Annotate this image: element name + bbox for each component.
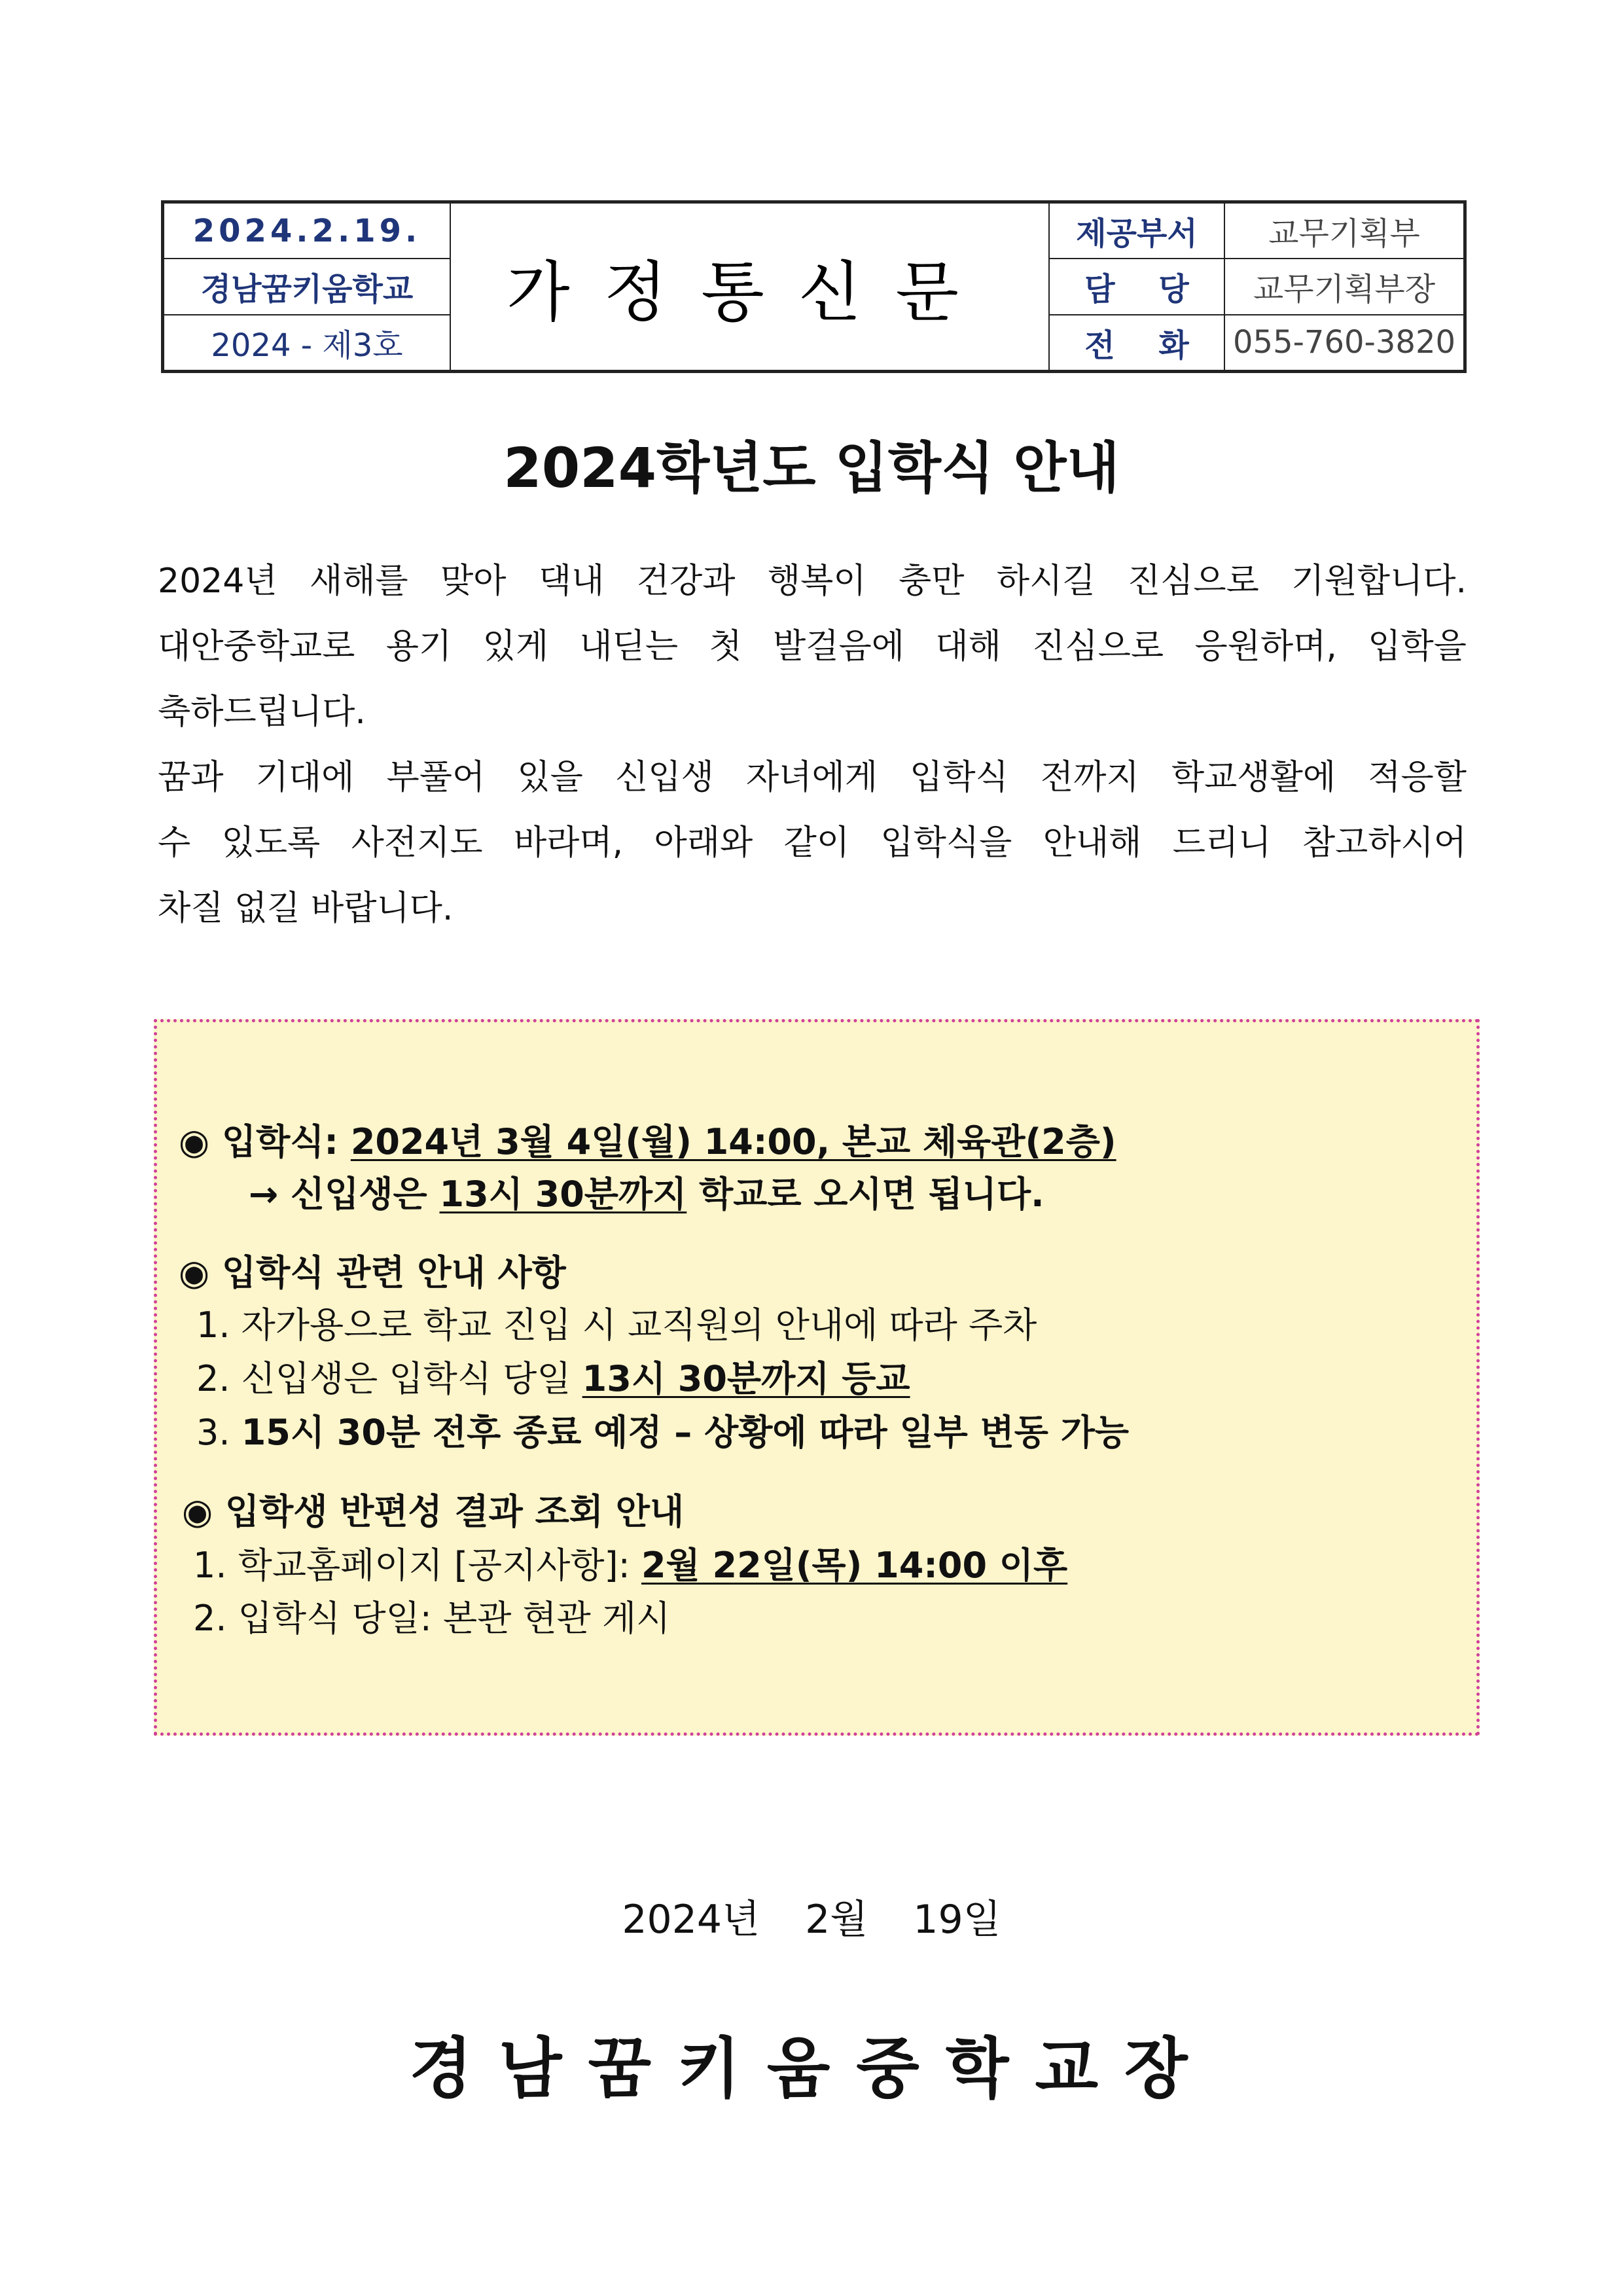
guide-item: [196, 1351, 910, 1401]
notice-box: [154, 1019, 1480, 1736]
guide-heading-text: 입학식 관련 안내 사항: [221, 1252, 566, 1293]
intro-line: 대안중학교로 용기 있게 내딛는 첫 발걸음에 대해 진심으로 응원하며, 입학을: [158, 627, 1467, 666]
header-table: [161, 200, 1467, 373]
bullet-icon: ◉: [179, 1121, 210, 1162]
arrival-line: [249, 1166, 1044, 1217]
class-item: 2. 입학식 당일: 본관 현관 게시: [193, 1598, 671, 1639]
ceremony-line: [179, 1114, 1116, 1164]
header-value-phone: 055-760-3820: [1224, 315, 1465, 372]
principal-signature: 경남꿈키움중학교장: [409, 2030, 1214, 2107]
class-item: [193, 1537, 1067, 1588]
issue-date: 2024년 2월 19일: [622, 1897, 1001, 1943]
header-label-phone: 전 화: [1049, 315, 1224, 372]
guide-item-text: 2. 신입생은 입학식 당일: [196, 1358, 582, 1399]
header-title: 가정통신문: [450, 202, 1049, 372]
bullet-icon: ◉: [179, 1252, 210, 1293]
guide-heading: [179, 1245, 566, 1295]
header-value-dept: 교무기획부: [1224, 202, 1465, 259]
arrival-time: 13시 30분까지: [439, 1174, 687, 1215]
guide-item: 1. 자가용으로 학교 진입 시 교직원의 안내에 따라 주차: [196, 1304, 1037, 1346]
class-heading: [182, 1484, 684, 1534]
ceremony-detail: 2024년 3월 4일(월) 14:00, 본교 체육관(2층): [350, 1121, 1116, 1162]
header-date: 2024.2.19.: [163, 202, 451, 259]
guide-item-number: 3.: [196, 1412, 241, 1453]
guide-item-time: 13시 30분까지 등교: [582, 1358, 910, 1399]
intro-line: 축하드립니다.: [158, 692, 366, 732]
guide-item-text: 15시 30분 전후 종료 예정 – 상황에 따라 일부 변동 가능: [241, 1412, 1130, 1453]
bullet-icon: ◉: [182, 1491, 213, 1532]
intro-line: 수 있도록 사전지도 바라며, 아래와 같이 입학식을 안내해 드리니 참고하시어: [158, 823, 1467, 863]
header-issue: 2024 - 제3호: [163, 315, 451, 372]
header-value-manager: 교무기획부장: [1224, 259, 1465, 314]
intro-line: 2024년 새해를 맞아 댁내 건강과 행복이 충만 하시길 진심으로 기원합니다.: [158, 562, 1467, 601]
arrival-suffix: 학교로 오시면 됩니다.: [687, 1174, 1044, 1215]
document-title: 2024학년도 입학식 안내: [503, 436, 1120, 500]
header-school: 경남꿈키움학교: [163, 259, 451, 314]
intro-line: 차질 없길 바랍니다.: [158, 889, 454, 928]
class-heading-text: 입학생 반편성 결과 조회 안내: [224, 1491, 685, 1532]
class-item-time: 2월 22일(목) 14:00 이후: [641, 1545, 1068, 1586]
header-label-manager: 담 당: [1049, 259, 1224, 314]
guide-item: [196, 1405, 1129, 1455]
ceremony-label: 입학식:: [221, 1121, 351, 1162]
intro-line: 꿈과 기대에 부풀어 있을 신입생 자녀에게 입학식 전까지 학교생활에 적응할: [158, 758, 1467, 797]
class-item-text: 1. 학교홈페이지 [공지사항]:: [193, 1545, 641, 1586]
arrival-prefix: → 신입생은: [249, 1174, 440, 1215]
header-label-dept: 제공부서: [1049, 202, 1224, 259]
